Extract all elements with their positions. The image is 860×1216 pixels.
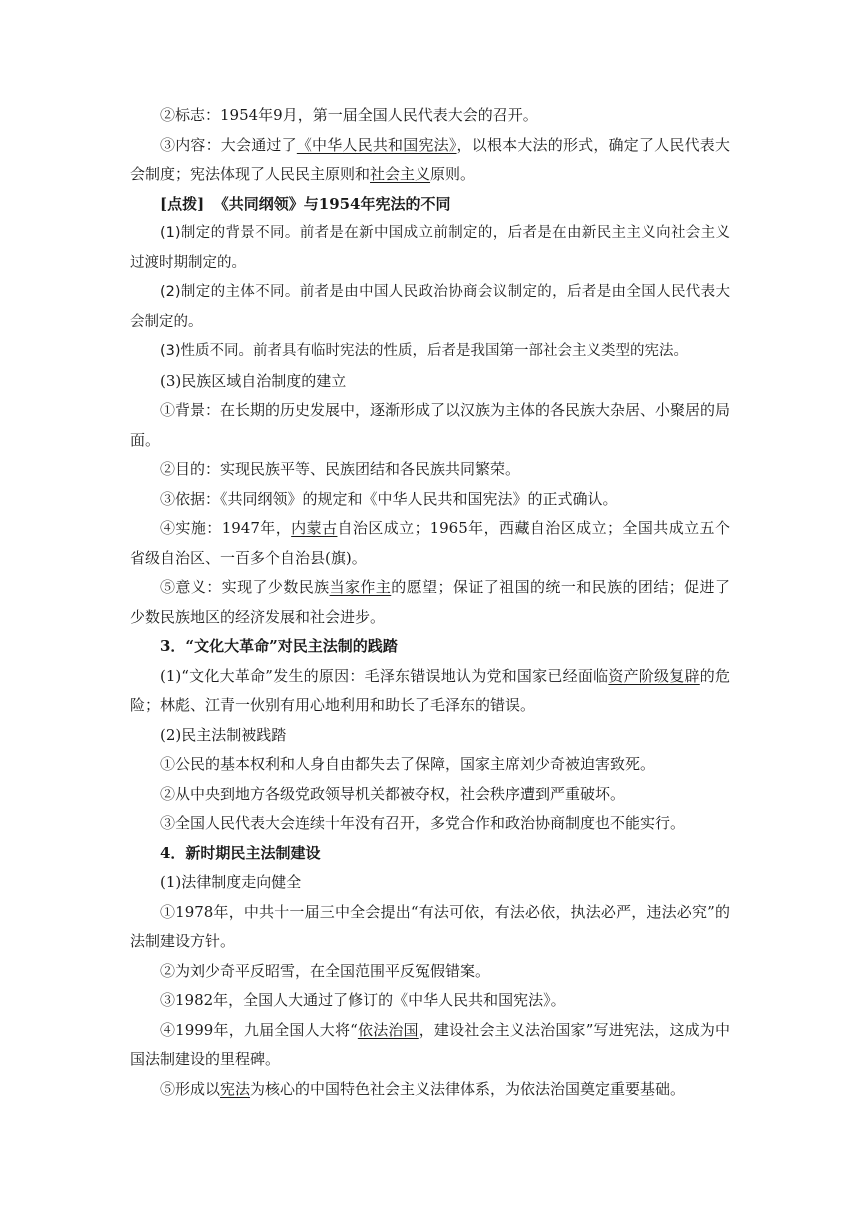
paragraph — [130, 957, 730, 987]
text: (2)民主法制被践踏 — [160, 725, 287, 744]
text: 的危险；林彪、江青一伙别有用心地利用和助长了毛泽东的错误。 — [130, 666, 730, 714]
underlined-term: 依法治国 — [357, 1020, 419, 1039]
paragraph — [130, 514, 730, 573]
paragraph — [130, 1075, 730, 1105]
paragraph — [130, 780, 730, 810]
underlined-term: 当家作主 — [329, 578, 392, 596]
text: (1)制定的背景不同。前者是在新中国成立前制定的，后者是在由新民主主义向社会主义过渡时期制定的。 — [130, 225, 730, 271]
tip-point-2 — [130, 278, 730, 337]
text: ②为刘少奇平反昭雪，在全国范围平反冤假错案。 — [160, 961, 491, 980]
paragraph — [130, 662, 730, 721]
tip-label: [点拨] — [160, 194, 205, 213]
paragraph — [130, 396, 730, 455]
underlined-term: 社会主义 — [370, 165, 431, 183]
paragraph-content — [130, 131, 730, 190]
text: (3)性质不同。前者具有临时宪法的性质，后者是我国第一部社会主义类型的宪法。 — [160, 343, 689, 359]
text: ②标志：1954年9月，第一届全国人民代表大会的召开。 — [160, 106, 538, 124]
underlined-term: 《中华人民共和国宪法》 — [296, 135, 457, 154]
text: (3)民族区域自治制度的建立 — [160, 371, 347, 390]
tip-title: 《共同纲领》与1954年宪法的不同 — [213, 194, 451, 213]
paragraph — [130, 485, 730, 515]
paragraph — [130, 1016, 730, 1075]
text: 的愿望；保证了祖国的统一和民族的团结；促进了少数民族地区的经济发展和社会进步。 — [130, 578, 730, 626]
subsection-heading — [130, 868, 730, 898]
text: ⑤形成以 — [160, 1079, 221, 1098]
text: ，建设社会主义法治国家”写进宪法，这成为中国法制建设的里程碑。 — [130, 1020, 730, 1068]
text: ③依据：《共同纲领》的规定和《中华人民共和国宪法》的正式确认。 — [160, 489, 618, 508]
text: ③1982年，全国人大通过了修订的《中华人民共和国宪法》。 — [160, 991, 566, 1009]
paragraph — [130, 986, 730, 1016]
text: ④实施：1947年， — [160, 519, 292, 537]
text: ①公民的基本权利和人身自由都失去了保障，国家主席刘少奇被迫害致死。 — [160, 755, 656, 773]
paragraph — [130, 809, 730, 839]
text: (2)制定的主体不同。前者是由中国人民政治协商会议制定的，后者是由全国人民代表大会制定的。 — [130, 284, 730, 330]
section-heading-3 — [130, 632, 730, 662]
text: ①背景：在长期的历史发展中，逐渐形成了以汉族为主体的各民族大杂居、小聚居的局面。 — [130, 401, 731, 449]
text: 自治区成立；1965年，西藏自治区成立；全国共成立五个省级自治区、一百多个自治县(旗)。 — [130, 519, 730, 567]
section-heading-4 — [130, 839, 730, 869]
tip-point-1 — [130, 219, 730, 278]
text: ，以根本大法的形式，确定了人民代表大会制度；宪法体现了人民民主原则和 — [130, 135, 730, 183]
text: ④1999年，九届全国人大将“ — [160, 1020, 358, 1039]
underlined-term: 资产阶级复辟 — [608, 666, 700, 685]
subsection-heading — [130, 721, 730, 751]
text: (1)法律制度走向健全 — [160, 873, 302, 891]
document-body — [130, 101, 730, 1104]
section-heading — [130, 367, 730, 397]
text: 3．“文化大革命”对民主法制的践踏 — [160, 637, 398, 655]
text: (1)“文化大革命”发生的原因：毛泽东错误地认为党和国家已经面临 — [160, 666, 609, 685]
text: 4．新时期民主法制建设 — [160, 843, 321, 862]
text: ②从中央到地方各级党政领导机关都被夺权，社会秩序遭到严重破坏。 — [160, 784, 626, 803]
text: ③内容：大会通过了 — [160, 135, 297, 154]
text: ⑤意义：实现了少数民族 — [160, 578, 330, 596]
paragraph — [130, 455, 730, 485]
text: ③全国人民代表大会连续十年没有召开，多党合作和政治协商制度也不能实行。 — [160, 814, 686, 832]
paragraph — [130, 898, 730, 957]
paragraph — [130, 750, 730, 780]
tip-heading — [130, 190, 730, 220]
text: 原则。 — [430, 165, 476, 183]
paragraph — [130, 573, 730, 632]
text: 为核心的中国特色社会主义法律体系，为依法治国奠定重要基础。 — [250, 1079, 686, 1098]
text: ②目的：实现民族平等、民族团结和各民族共同繁荣。 — [160, 460, 521, 478]
underlined-term: 宪法 — [220, 1079, 251, 1098]
paragraph-marker — [130, 101, 730, 131]
tip-point-3 — [130, 337, 730, 367]
underlined-term: 内蒙古 — [291, 519, 338, 537]
text: ①1978年，中共十一届三中全会提出“有法可依，有法必依，执法必严，违法必究”的法制建设方针。 — [130, 902, 730, 950]
